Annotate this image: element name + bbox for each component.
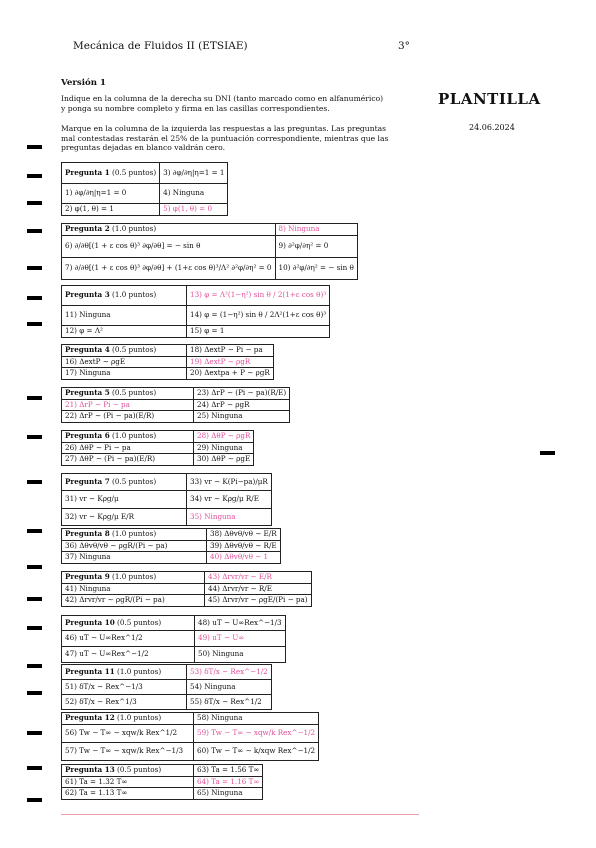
option-17[interactable]: 17) Ninguna [62, 368, 187, 380]
alignment-mark [27, 296, 42, 300]
question-4-table [61, 344, 274, 380]
alignment-mark [27, 396, 42, 400]
option-5-correct[interactable]: 5) φ(1, θ) = 0 [160, 204, 228, 216]
bottom-rule [61, 814, 419, 815]
option-12[interactable]: 12) φ = Λ² [62, 326, 187, 338]
option-37[interactable]: 37) Ninguna [62, 552, 207, 564]
option-35-correct[interactable]: 35) Ninguna [187, 509, 272, 526]
option-45[interactable]: 45) Δrvr/vr ∼ ρgE/(Pi − pa) [205, 595, 312, 607]
alignment-mark [27, 322, 42, 326]
option-6[interactable]: 6) ∂/∂θ[(1 + ε cos θ)³ ∂φ/∂θ] = − sin θ [62, 235, 276, 257]
option-28-correct[interactable]: 28) ΔθP ∼ ρgR [194, 431, 254, 443]
instructions-p2: Marque en la columna de la izquierda las respuestas a las preguntas. Las preguntas mal contestadas restarán el 25% de la puntuación correspondiente, mientras que las preguntas dejadas en blanco valdrán cero. [61, 124, 389, 153]
option-43-correct[interactable]: 43) Δrvr/vr ∼ E/R [205, 572, 312, 584]
alignment-mark [27, 798, 42, 802]
option-53-correct[interactable]: 53) δT/x ∼ Rex^−1/2 [187, 665, 272, 680]
question-3-table [61, 285, 330, 338]
question-1-table [61, 162, 228, 216]
option-65[interactable]: 65) Ninguna [194, 788, 263, 800]
option-47[interactable]: 47) uT ∼ U∞Rex^−1/2 [62, 647, 195, 663]
option-60[interactable]: 60) Tw − T∞ ∼ k/xqw Rex^−1/2 [194, 742, 319, 760]
option-32[interactable]: 32) vr ∼ Kρg/μ E/R [62, 509, 187, 526]
question-title: Pregunta 8 (1.0 puntos) [62, 529, 207, 541]
option-63[interactable]: 63) Ta = 1.56 T∞ [194, 765, 263, 777]
option-3[interactable]: 3) ∂φ/∂η|η=1 = 1 [160, 163, 228, 184]
question-title: Pregunta 10 (0.5 puntos) [62, 616, 195, 631]
option-27[interactable]: 27) ΔθP ∼ (Pi − pa)(E/R) [62, 454, 194, 466]
option-16[interactable]: 16) ΔextP ∼ ρgE [62, 356, 187, 368]
option-8-correct[interactable]: 8) Ninguna [275, 224, 357, 236]
exam-date: 24.06.2024 [469, 123, 515, 132]
option-19-correct[interactable]: 19) ΔextP ∼ ρgR [187, 356, 274, 368]
course-title: Mecánica de Fluidos II (ETSIAE) [73, 40, 248, 52]
question-title: Pregunta 6 (1.0 puntos) [62, 431, 194, 443]
question-8-table [61, 528, 281, 564]
question-5-table [61, 387, 290, 423]
option-11[interactable]: 11) Ninguna [62, 306, 187, 326]
option-23[interactable]: 23) ΔrP ∼ (Pi − pa)(R/E) [194, 388, 290, 400]
option-49-correct[interactable]: 49) uT ∼ U∞ [195, 631, 286, 647]
question-title: Pregunta 2 (1.0 puntos) [62, 224, 276, 236]
alignment-mark [27, 266, 42, 270]
question-title: Pregunta 9 (1.0 puntos) [62, 572, 205, 584]
option-56[interactable]: 56) Tw − T∞ ∼ xqw/k Rex^1/2 [62, 724, 194, 742]
option-38[interactable]: 38) Δθvθ/vθ ∼ E/R [207, 529, 281, 541]
option-44[interactable]: 44) Δrvr/vr ∼ R/E [205, 583, 312, 595]
option-9[interactable]: 9) ∂²φ/∂η² = 0 [275, 235, 357, 257]
option-29[interactable]: 29) Ninguna [194, 442, 254, 454]
option-24[interactable]: 24) ΔrP ∼ ρgR [194, 399, 290, 411]
option-41[interactable]: 41) Ninguna [62, 583, 205, 595]
alignment-mark [27, 626, 42, 630]
question-title: Pregunta 12 (1.0 puntos) [62, 713, 194, 725]
plantilla-title: PLANTILLA [438, 90, 541, 108]
option-15[interactable]: 15) φ = 1 [187, 326, 330, 338]
option-46[interactable]: 46) uT ∼ U∞Rex^1/2 [62, 631, 195, 647]
question-7-table [61, 473, 272, 526]
instructions-p1: Indique en la columna de la derecha su DNI (tanto marcado como en alfanumérico) y ponga su nombre completo y firma en las casillas correspondientes. [61, 94, 384, 113]
option-4[interactable]: 4) Ninguna [160, 184, 228, 204]
question-2-table [61, 223, 358, 280]
version-label: Versión 1 [61, 78, 106, 88]
option-2[interactable]: 2) φ(1, θ) = 1 [62, 204, 160, 216]
alignment-mark [27, 691, 42, 695]
alignment-mark [27, 597, 42, 601]
question-title: Pregunta 11 (1.0 puntos) [62, 665, 187, 680]
option-14[interactable]: 14) φ = (1−η²) sin θ / 2Λ²(1+ε cos θ)³ [187, 306, 330, 326]
option-48[interactable]: 48) uT ∼ U∞Rex^−1/3 [195, 616, 286, 631]
question-title: Pregunta 13 (0.5 puntos) [62, 765, 194, 777]
option-1[interactable]: 1) ∂φ/∂η|η=1 = 0 [62, 184, 160, 204]
option-64-correct[interactable]: 64) Ta = 1.16 T∞ [194, 776, 263, 788]
alignment-mark [27, 201, 42, 205]
question-title: Pregunta 1 (0.5 puntos) [62, 163, 160, 184]
alignment-mark [27, 229, 42, 233]
question-title: Pregunta 3 (1.0 puntos) [62, 286, 187, 306]
question-12-table [61, 712, 319, 761]
option-59-correct[interactable]: 59) Tw − T∞ ∼ xqw/k Rex^−1/2 [194, 724, 319, 742]
alignment-mark [27, 664, 42, 668]
option-33[interactable]: 33) vr ∼ K(Pi−pa)/μR [187, 474, 272, 491]
option-20[interactable]: 20) Δextpa + P ∼ ρgR [187, 368, 274, 380]
option-57[interactable]: 57) Tw − T∞ ∼ xqw/k Rex^−1/3 [62, 742, 194, 760]
option-36[interactable]: 36) Δθvθ/vθ ∼ ρgR/(Pi − pa) [62, 540, 207, 552]
option-62[interactable]: 62) Ta = 1.13 T∞ [62, 788, 194, 800]
alignment-mark [27, 174, 42, 178]
option-40-correct[interactable]: 40) Δθvθ/vθ ∼ 1 [207, 552, 281, 564]
option-18[interactable]: 18) ΔextP ∼ Pi − pa [187, 345, 274, 357]
alignment-mark [27, 766, 42, 770]
question-9-table [61, 571, 312, 607]
option-51[interactable]: 51) δT/x ∼ Rex^−1/3 [62, 680, 187, 695]
option-58[interactable]: 58) Ninguna [194, 713, 319, 725]
option-7[interactable]: 7) ∂/∂θ[(1 + ε cos θ)³ ∂φ/∂θ] + (1+ε cos θ)³/Λ² ∂²φ/∂η² = 0 [62, 257, 276, 279]
option-22[interactable]: 22) ΔrP ∼ (Pi − pa)(E/R) [62, 411, 194, 423]
option-55[interactable]: 55) δT/x ∼ Rex^1/2 [187, 695, 272, 710]
alignment-mark [27, 529, 42, 533]
question-title: Pregunta 7 (0.5 puntos) [62, 474, 187, 491]
option-13-correct[interactable]: 13) φ = Λ²(1−η²) sin θ / 2(1+ε cos θ)³ [187, 286, 330, 306]
alignment-mark [27, 565, 42, 569]
alignment-mark [27, 145, 42, 149]
question-title: Pregunta 4 (0.5 puntos) [62, 345, 187, 357]
option-31[interactable]: 31) vr ∼ Kρg/μ [62, 491, 187, 509]
option-42[interactable]: 42) Δrvr/vr ∼ ρgR/(Pi − pa) [62, 595, 205, 607]
question-6-table [61, 430, 254, 466]
alignment-mark [27, 480, 42, 484]
option-54[interactable]: 54) Ninguna [187, 680, 272, 695]
option-26[interactable]: 26) ΔθP ∼ Pi − pa [62, 442, 194, 454]
option-50[interactable]: 50) Ninguna [195, 647, 286, 663]
year-label: 3° [398, 40, 410, 52]
question-title: Pregunta 5 (0.5 puntos) [62, 388, 194, 400]
alignment-mark [27, 731, 42, 735]
question-11-table [61, 664, 272, 710]
option-10[interactable]: 10) ∂²φ/∂η² = − sin θ [275, 257, 357, 279]
alignment-mark [27, 435, 42, 439]
option-39[interactable]: 39) Δθvθ/vθ ∼ R/E [207, 540, 281, 552]
option-52[interactable]: 52) δT/x ∼ Rex^1/3 [62, 695, 187, 710]
option-30[interactable]: 30) ΔθP ∼ ρgE [194, 454, 254, 466]
alignment-mark [540, 451, 555, 455]
option-25[interactable]: 25) Ninguna [194, 411, 290, 423]
option-61[interactable]: 61) Ta = 1.32 T∞ [62, 776, 194, 788]
option-34[interactable]: 34) vr ∼ Kρg/μ R/E [187, 491, 272, 509]
question-10-table [61, 615, 286, 663]
question-13-table [61, 764, 263, 800]
option-21-correct[interactable]: 21) ΔrP ∼ Pi − pa [62, 399, 194, 411]
